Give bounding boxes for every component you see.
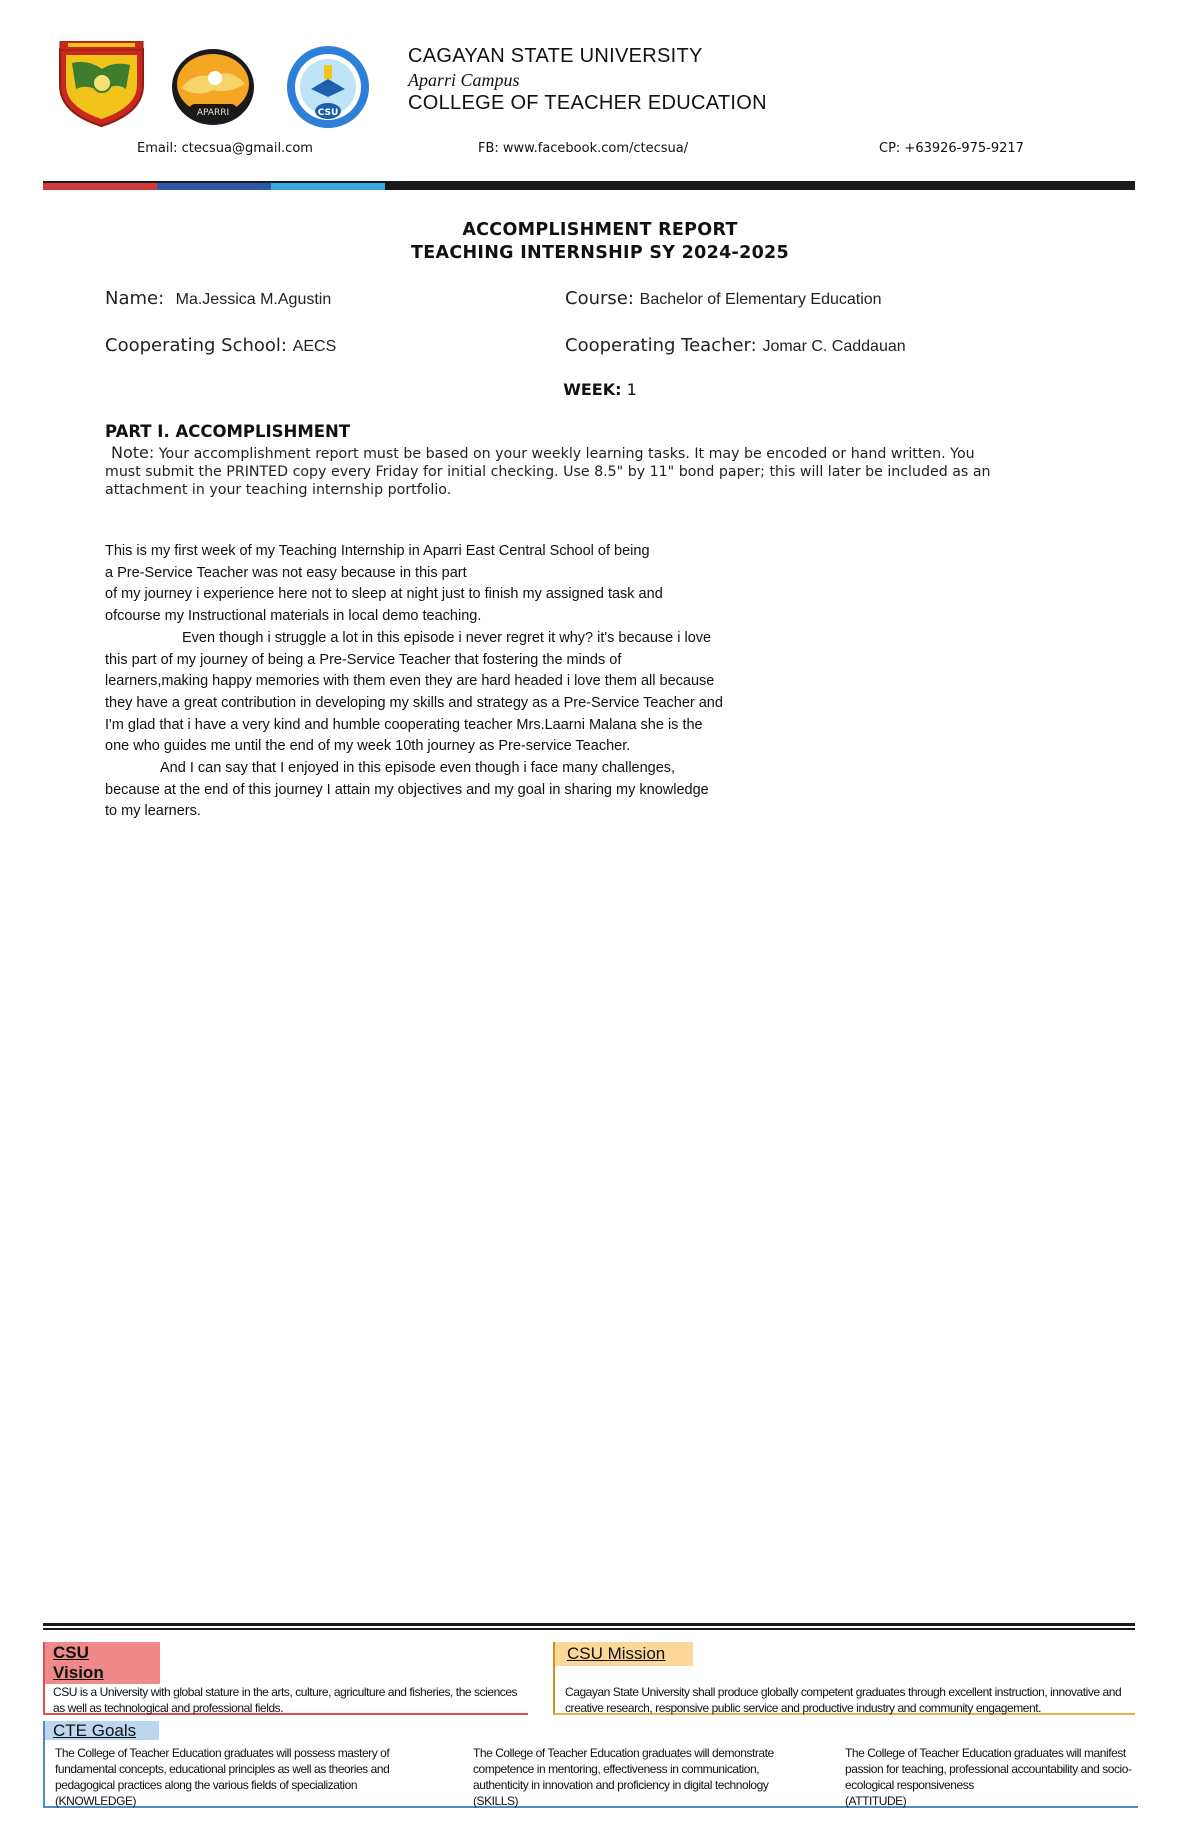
body-line: one who guides me until the end of my week 10th journey as Pre-service Teacher.: [105, 738, 631, 755]
note-line3: attachment in your teaching internship portfolio.: [105, 482, 452, 498]
campus-name: Aparri Campus: [408, 70, 520, 90]
body-line: Even though i struggle a lot in this episode i never regret it why? it's because i love: [182, 629, 712, 646]
svg-text:CSU: CSU: [317, 108, 339, 118]
report-title: [0, 219, 1200, 265]
note-line2: must submit the PRINTED copy every Friday for initial checking. Use 8.5" by 11" bond paper; this will later be included as an: [105, 464, 991, 480]
note-line1: Your accomplishment report must be based on your weekly learning tasks. It may be encoded or hand written. You: [158, 446, 975, 462]
header-divider-blue: [157, 183, 271, 190]
body-line: learners,making happy memories with them even they are hard headed i love them all because: [105, 673, 715, 690]
body-line: of my journey i experience here not to sleep at night just to finish my assigned task and: [105, 586, 663, 603]
shield-logo-icon: [58, 41, 145, 127]
goal-attitude-text: The College of Teacher Education graduates will manifest passion for teaching, professional accountability and socio-ecological responsiveness: [845, 1746, 1132, 1792]
college-name: COLLEGE OF TEACHER EDUCATION: [408, 92, 767, 114]
vision-text: CSU is a University with global stature in the arts, culture, agriculture and fisheries, the sciences as well as technological and professional fields.: [53, 1685, 518, 1715]
body-line: they have a great contribution in developing my skills and strategy as a Pre-Service Teacher and: [105, 694, 723, 711]
goal-skills-tag: (SKILLS): [473, 1794, 519, 1808]
part-one-title: PART I. ACCOMPLISHMENT: [105, 422, 351, 441]
school-value: AECS: [292, 338, 337, 355]
header-divider-black: [385, 183, 1135, 190]
goal-skills-text: The College of Teacher Education graduates will demonstrate competence in mentoring, effectiveness in communication, authenticity in innovation and proficiency in digital technology: [473, 1746, 774, 1792]
report-title-line1: ACCOMPLISHMENT REPORT: [462, 220, 738, 240]
vision-heading: [43, 1642, 160, 1684]
header-divider: [43, 181, 1135, 190]
body-line: ofcourse my Instructional materials in local demo teaching.: [105, 608, 482, 625]
note-label: Note:: [111, 443, 155, 462]
week-value: 1: [626, 380, 637, 399]
mission-text: Cagayan State University shall produce globally competent graduates through excellent instruction, innovative and creative research, responsive public service and productive industry and community engagement.: [565, 1685, 1122, 1715]
body-line: This is my first week of my Teaching Internship in Aparri East Central School of being: [105, 543, 650, 559]
body-line: because at the end of this journey I attain my objectives and my goal in sharing my knowledge: [105, 781, 709, 798]
goal-skills: [473, 1745, 803, 1809]
goals-border-left: [43, 1721, 45, 1808]
teacher-label: Cooperating Teacher:: [565, 335, 757, 356]
svg-text:APARRI: APARRI: [196, 108, 230, 118]
footer-divider: [43, 1623, 1135, 1630]
university-name: CAGAYAN STATE UNIVERSITY: [408, 45, 703, 67]
vision-heading-line1: CSU: [53, 1643, 89, 1662]
university-heading: [408, 45, 767, 115]
week-label: WEEK:: [563, 380, 622, 399]
body-line: to my learners.: [105, 803, 201, 820]
vision-border-left: [43, 1642, 45, 1715]
body-line: this part of my journey of being a Pre-Service Teacher that fostering the minds of: [105, 651, 622, 668]
header-divider-lightblue: [271, 183, 385, 190]
vision-heading-line2: Vision: [53, 1663, 104, 1682]
mission-border-left: [553, 1642, 555, 1715]
body-line: I'm glad that i have a very kind and humble cooperating teacher Mrs.Laarni Malana she is the: [105, 716, 703, 733]
goal-attitude-tag: (ATTITUDE): [845, 1794, 907, 1808]
course-field: [565, 288, 882, 309]
university-seal-logo: [58, 41, 145, 127]
goal-knowledge-tag: (KNOWLEDGE): [55, 1794, 137, 1808]
course-label: Course:: [565, 288, 634, 309]
goals-heading: CTE Goals: [43, 1721, 159, 1740]
goal-knowledge: [55, 1745, 425, 1809]
header-divider-red: [43, 183, 157, 190]
contact-email: Email: ctecsua@gmail.com: [137, 141, 313, 156]
report-title-line2: TEACHING INTERNSHIP SY 2024-2025: [410, 243, 790, 263]
course-value: Bachelor of Elementary Education: [639, 291, 882, 308]
school-label: Cooperating School:: [105, 335, 287, 356]
name-label: Name:: [105, 288, 165, 309]
education-seal-icon: [285, 45, 371, 129]
body-line: And I can say that I enjoyed in this episode even though i face many challenges,: [160, 760, 676, 777]
contact-phone: CP: +63926-975-9217: [879, 141, 1024, 156]
name-course-row: [105, 288, 882, 309]
teacher-education-seal-logo: [285, 45, 371, 129]
contact-facebook: FB: www.facebook.com/ctecsua/: [478, 141, 689, 156]
school-teacher-row: [105, 335, 906, 356]
instruction-note: [105, 444, 1105, 499]
goal-attitude: [845, 1745, 1145, 1809]
aparri-campus-seal-logo: [171, 48, 255, 126]
goal-knowledge-text: The College of Teacher Education graduates will possess mastery of fundamental concepts, educational principles as well as theories and pedagogical practices along the various fields of specialization: [55, 1746, 390, 1792]
body-line: a Pre-Service Teacher was not easy because in this part: [105, 564, 467, 581]
week-line: [0, 380, 1200, 399]
campus-seal-icon: [171, 48, 255, 126]
accomplishment-text: [105, 541, 805, 823]
teacher-value: Jomar C. Caddauan: [762, 338, 906, 355]
mission-heading: CSU Mission: [553, 1642, 693, 1666]
teacher-field: [565, 335, 906, 356]
name-value: Ma.Jessica M.Agustin: [175, 291, 332, 308]
